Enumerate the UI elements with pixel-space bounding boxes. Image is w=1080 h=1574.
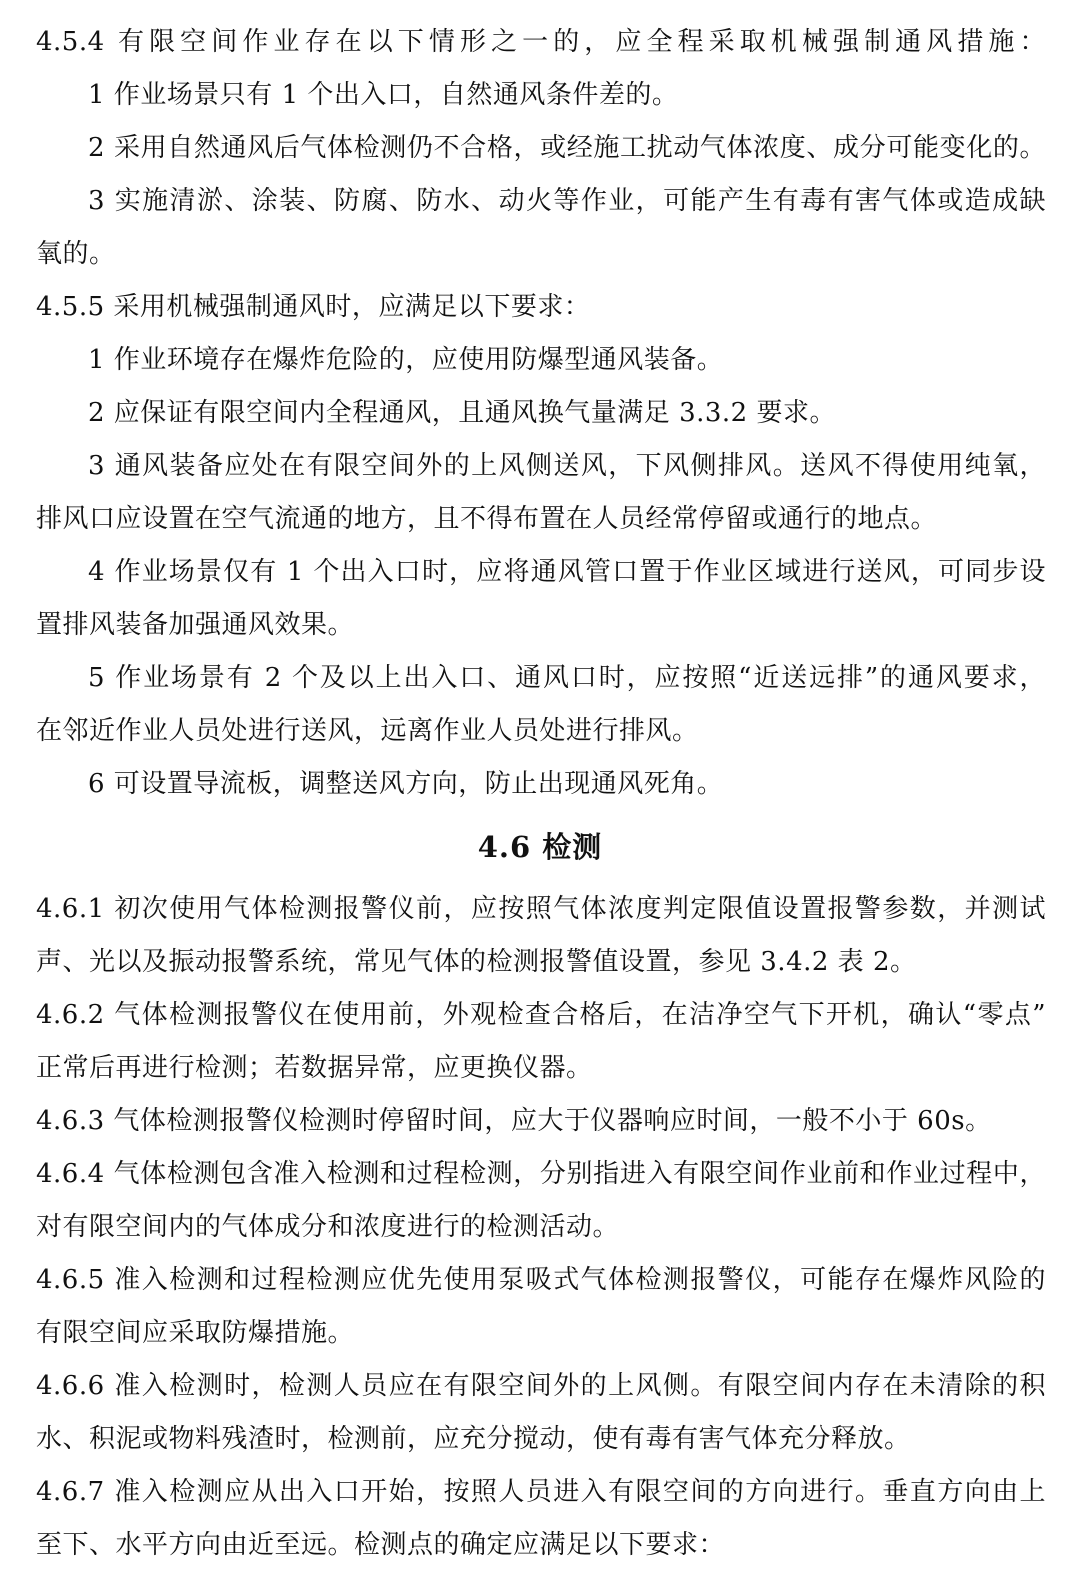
clause-4-5-4-item-2: 2 采用自然通风后气体检测仍不合格，或经施工扰动气体浓度、成分可能变化的。 (88, 133, 1046, 163)
clause-4-5-5: 4.5.5 采用机械强制通风时，应满足以下要求： (36, 292, 591, 322)
clause-4-6-7-cont: 至下、水平方向由近至远。检测点的确定应满足以下要求： (36, 1530, 726, 1560)
clause-4-6-2: 4.6.2 气体检测报警仪在使用前，外观检查合格后，在洁净空气下开机，确认“零点” (36, 1000, 1046, 1030)
clause-4-6-2-cont: 正常后再进行检测；若数据异常，应更换仪器。 (36, 1053, 593, 1083)
clause-4-5-5-item-4: 4 作业场景仅有 1 个出入口时，应将通风管口置于作业区域进行送风，可同步设 (88, 557, 1046, 587)
clause-4-5-5-item-6: 6 可设置导流板，调整送风方向，防止出现通风死角。 (88, 769, 724, 799)
clause-4-6-3: 4.6.3 气体检测报警仪检测时停留时间，应大于仪器响应时间，一般不小于 60s。 (36, 1106, 992, 1136)
section-heading-4-6: 4.6 检测 (477, 830, 603, 864)
clause-4-5-4-item-3-cont: 氧的。 (36, 239, 116, 269)
clause-4-5-5-item-2: 2 应保证有限空间内全程通风，且通风换气量满足 3.3.2 要求。 (88, 398, 836, 428)
clause-4-5-4: 4.5.4 有限空间作业存在以下情形之一的，应全程采取机械强制通风措施： (36, 27, 1046, 57)
clause-4-6-1-cont: 声、光以及振动报警系统，常见气体的检测报警值设置，参见 3.4.2 表 2。 (36, 947, 917, 977)
clause-4-5-5-item-1: 1 作业环境存在爆炸危险的，应使用防爆型通风装备。 (88, 345, 724, 375)
clause-4-6-4: 4.6.4 气体检测包含准入检测和过程检测，分别指进入有限空间作业前和作业过程中， (36, 1159, 1046, 1189)
clause-4-5-4-item-1: 1 作业场景只有 1 个出入口，自然通风条件差的。 (88, 80, 679, 110)
clause-4-6-6: 4.6.6 准入检测时，检测人员应在有限空间外的上风侧。有限空间内存在未清除的积 (36, 1371, 1046, 1401)
clause-4-5-5-item-5-cont: 在邻近作业人员处进行送风，远离作业人员处进行排风。 (36, 716, 699, 746)
clause-4-5-4-item-3: 3 实施清淤、涂装、防腐、防水、动火等作业，可能产生有毒有害气体或造成缺 (88, 186, 1046, 216)
clause-4-6-6-cont: 水、积泥或物料残渣时，检测前，应充分搅动，使有毒有害气体充分释放。 (36, 1424, 911, 1454)
clause-4-5-5-item-5: 5 作业场景有 2 个及以上出入口、通风口时，应按照“近送远排”的通风要求， (88, 663, 1046, 693)
clause-4-6-4-cont: 对有限空间内的气体成分和浓度进行的检测活动。 (36, 1212, 620, 1242)
clause-4-6-5: 4.6.5 准入检测和过程检测应优先使用泵吸式气体检测报警仪，可能存在爆炸风险的 (36, 1265, 1046, 1295)
clause-4-6-1: 4.6.1 初次使用气体检测报警仪前，应按照气体浓度判定限值设置报警参数，并测试 (36, 894, 1046, 924)
clause-4-5-5-item-3-cont: 排风口应设置在空气流通的地方，且不得布置在人员经常停留或通行的地点。 (36, 504, 938, 534)
clause-4-5-5-item-3: 3 通风装备应处在有限空间外的上风侧送风，下风侧排风。送风不得使用纯氧， (88, 451, 1046, 481)
clause-4-6-7: 4.6.7 准入检测应从出入口开始，按照人员进入有限空间的方向进行。垂直方向由上 (36, 1477, 1046, 1507)
clause-4-6-5-cont: 有限空间应采取防爆措施。 (36, 1318, 355, 1348)
clause-4-5-5-item-4-cont: 置排风装备加强通风效果。 (36, 610, 355, 640)
